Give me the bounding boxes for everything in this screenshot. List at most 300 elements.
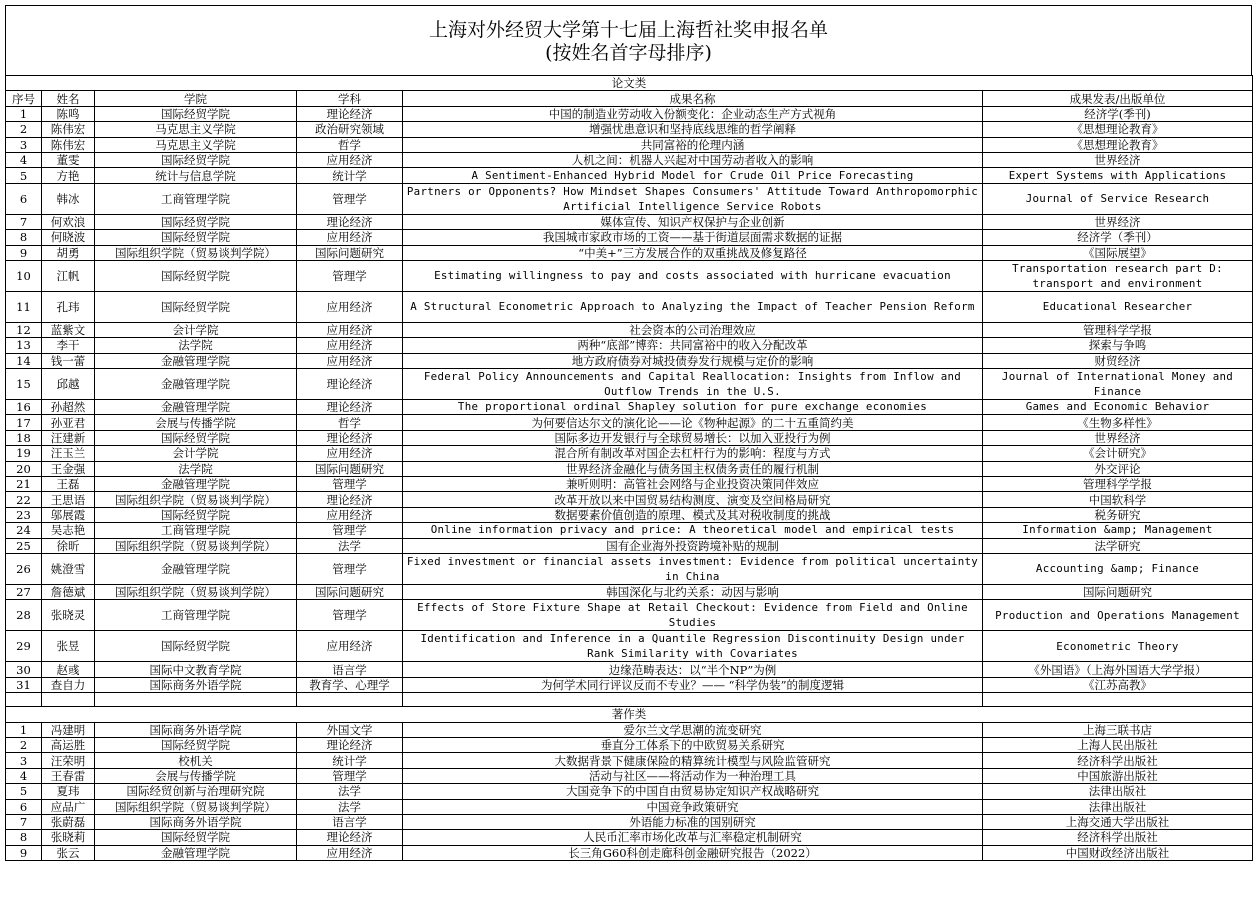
cell-name: 姚澄雪 — [42, 553, 95, 584]
cell-publisher: Econometric Theory — [983, 631, 1253, 662]
cell-discipline: 管理学 — [297, 600, 403, 631]
cell-school: 工商管理学院 — [95, 600, 297, 631]
cell-discipline: 统计学 — [297, 753, 403, 768]
papers-row — [6, 677, 1253, 692]
cell-name: 胡勇 — [42, 245, 95, 260]
papers-row — [6, 260, 1253, 291]
papers-row — [6, 122, 1253, 137]
cell-seq: 10 — [6, 260, 42, 291]
cell-name: 方艳 — [42, 168, 95, 183]
cell-publisher: Educational Researcher — [983, 291, 1253, 322]
papers-row — [6, 600, 1253, 631]
papers-row — [6, 415, 1253, 430]
cell-discipline: 应用经济 — [297, 152, 403, 167]
cell-school: 法学院 — [95, 461, 297, 476]
spreadsheet — [5, 5, 1252, 861]
papers-row — [6, 168, 1253, 183]
cell-achievement: 增强忧患意识和坚持底线思维的哲学阐释 — [403, 122, 983, 137]
cell-achievement: 垂直分工体系下的中欧贸易关系研究 — [403, 737, 983, 752]
cell-discipline: 语言学 — [297, 814, 403, 829]
cell-publisher: Transportation research part D: transport and environment — [983, 260, 1253, 291]
cell-seq: 2 — [6, 737, 42, 752]
cell-discipline: 应用经济 — [297, 338, 403, 353]
nomination-table — [5, 75, 1253, 861]
books-row — [6, 830, 1253, 845]
cell-seq: 6 — [6, 799, 42, 814]
cell-name: 汪建新 — [42, 430, 95, 445]
cell-publisher: Production and Operations Management — [983, 600, 1253, 631]
cell-seq: 9 — [6, 245, 42, 260]
books-row — [6, 799, 1253, 814]
page-title: 上海对外经贸大学第十七届上海哲社奖申报名单 — [428, 19, 828, 41]
cell-achievement: 为何学术同行评议反而不专业？—— “科学伪装”的制度逻辑 — [403, 677, 983, 692]
header-seq: 序号 — [6, 91, 42, 106]
cell-publisher: 税务研究 — [983, 507, 1253, 522]
header-name: 姓名 — [42, 91, 95, 106]
cell-name: 何欢浪 — [42, 214, 95, 229]
cell-discipline: 管理学 — [297, 260, 403, 291]
books-row — [6, 845, 1253, 860]
cell-school: 法学院 — [95, 338, 297, 353]
cell-discipline: 管理学 — [297, 477, 403, 492]
cell-publisher: 上海交通大学出版社 — [983, 814, 1253, 829]
cell-seq: 13 — [6, 338, 42, 353]
cell-discipline: 统计学 — [297, 168, 403, 183]
cell-school: 国际经贸学院 — [95, 430, 297, 445]
cell-name: 韩冰 — [42, 183, 95, 214]
cell-publisher: 《外国语》（上海外国语大学学报） — [983, 662, 1253, 677]
cell-achievement: 中国竞争政策研究 — [403, 799, 983, 814]
cell-seq: 4 — [6, 152, 42, 167]
papers-row — [6, 477, 1253, 492]
papers-row — [6, 106, 1253, 121]
cell-school: 国际商务外语学院 — [95, 722, 297, 737]
cell-seq: 30 — [6, 662, 42, 677]
cell-achievement: 社会资本的公司治理效应 — [403, 322, 983, 337]
cell-achievement: 世界经济金融化与债务国主权债务责任的履行机制 — [403, 461, 983, 476]
cell-achievement: 为何要信达尔文的演化论——论《物种起源》的二十五重简约美 — [403, 415, 983, 430]
cell-school: 金融管理学院 — [95, 369, 297, 400]
cell-publisher: 《江苏高教》 — [983, 677, 1253, 692]
cell-discipline: 应用经济 — [297, 446, 403, 461]
papers-row — [6, 369, 1253, 400]
cell-school: 国际经贸学院 — [95, 737, 297, 752]
books-row — [6, 737, 1253, 752]
papers-row — [6, 631, 1253, 662]
cell-achievement: Online information privacy and price: A theoretical model and empirical tests — [403, 523, 983, 538]
cell-name: 王金强 — [42, 461, 95, 476]
cell-school: 国际经贸学院 — [95, 631, 297, 662]
books-row — [6, 722, 1253, 737]
cell-publisher: 经济科学出版社 — [983, 830, 1253, 845]
cell-seq: 18 — [6, 430, 42, 445]
cell-school: 金融管理学院 — [95, 553, 297, 584]
cell-achievement: Effects of Store Fixture Shape at Retail Checkout: Evidence from Field and Online Studies — [403, 600, 983, 631]
cell-name: 应品广 — [42, 799, 95, 814]
cell-seq: 15 — [6, 369, 42, 400]
cell-seq: 21 — [6, 477, 42, 492]
cell-achievement: Fixed investment or financial assets investment: Evidence from political uncertainty in China — [403, 553, 983, 584]
cell-name: 蓝紫文 — [42, 322, 95, 337]
cell-achievement: 我国城市家政市场的工资——基于街道层面需求数据的证据 — [403, 230, 983, 245]
cell-achievement: 共同富裕的伦理内涵 — [403, 137, 983, 152]
cell-publisher: 《国际展望》 — [983, 245, 1253, 260]
cell-seq: 27 — [6, 584, 42, 599]
papers-row — [6, 152, 1253, 167]
cell-seq: 29 — [6, 631, 42, 662]
header-discipline: 学科 — [297, 91, 403, 106]
cell-name: 孔玮 — [42, 291, 95, 322]
cell-discipline: 政治研究领域 — [297, 122, 403, 137]
cell-school: 会展与传播学院 — [95, 415, 297, 430]
cell-seq: 20 — [6, 461, 42, 476]
cell-achievement: 爱尔兰文学思潮的流变研究 — [403, 722, 983, 737]
papers-row — [6, 538, 1253, 553]
cell-name: 张昱 — [42, 631, 95, 662]
cell-seq: 4 — [6, 768, 42, 783]
cell-achievement: 国际多边开发银行与全球贸易增长：以加入亚投行为例 — [403, 430, 983, 445]
cell-achievement: 中国的制造业劳动收入份额变化：企业动态生产方式视角 — [403, 106, 983, 121]
cell-seq: 14 — [6, 353, 42, 368]
cell-name: 钱一蕾 — [42, 353, 95, 368]
cell-publisher: 法律出版社 — [983, 784, 1253, 799]
cell-school: 国际商务外语学院 — [95, 677, 297, 692]
cell-name: 高运胜 — [42, 737, 95, 752]
papers-row — [6, 214, 1253, 229]
cell-seq: 8 — [6, 230, 42, 245]
cell-seq: 12 — [6, 322, 42, 337]
papers-row — [6, 492, 1253, 507]
cell-publisher: 经济科学出版社 — [983, 753, 1253, 768]
cell-achievement: 地方政府债券对城投债券发行规模与定价的影响 — [403, 353, 983, 368]
papers-row — [6, 137, 1253, 152]
cell-discipline: 管理学 — [297, 768, 403, 783]
cell-seq: 19 — [6, 446, 42, 461]
cell-achievement: 数据要素价值创造的原理、模式及其对税收制度的挑战 — [403, 507, 983, 522]
cell-name: 陈伟宏 — [42, 137, 95, 152]
cell-school: 国际经贸学院 — [95, 230, 297, 245]
cell-achievement: 活动与社区——将活动作为一种治理工具 — [403, 768, 983, 783]
cell-school: 国际组织学院（贸易谈判学院） — [95, 799, 297, 814]
cell-school: 国际经贸学院 — [95, 291, 297, 322]
cell-name: 邬展霞 — [42, 507, 95, 522]
cell-publisher: 管理科学学报 — [983, 322, 1253, 337]
cell-school: 马克思主义学院 — [95, 137, 297, 152]
cell-publisher: 《思想理论教育》 — [983, 137, 1253, 152]
cell-discipline: 应用经济 — [297, 507, 403, 522]
column-header-row — [6, 91, 1253, 106]
cell-seq: 26 — [6, 553, 42, 584]
cell-discipline: 应用经济 — [297, 230, 403, 245]
cell-discipline: 理论经济 — [297, 830, 403, 845]
cell-name: 李干 — [42, 338, 95, 353]
cell-achievement: 边缘范畴表达：以“半个NP”为例 — [403, 662, 983, 677]
cell-name: 汪荣明 — [42, 753, 95, 768]
papers-row — [6, 322, 1253, 337]
cell-publisher: 中国软科学 — [983, 492, 1253, 507]
cell-seq: 1 — [6, 722, 42, 737]
cell-achievement: Federal Policy Announcements and Capital Reallocation: Insights from Inflow and Outflow Trends in the U.S. — [403, 369, 983, 400]
cell-school: 国际中文教育学院 — [95, 662, 297, 677]
cell-achievement: “中美+”三方发展合作的双重挑战及修复路径 — [403, 245, 983, 260]
cell-seq: 5 — [6, 168, 42, 183]
cell-school: 国际经贸创新与治理研究院 — [95, 784, 297, 799]
cell-school: 国际组织学院（贸易谈判学院） — [95, 492, 297, 507]
cell-name: 詹德斌 — [42, 584, 95, 599]
cell-name: 张云 — [42, 845, 95, 860]
cell-seq: 8 — [6, 830, 42, 845]
cell-publisher: 法律出版社 — [983, 799, 1253, 814]
cell-discipline: 管理学 — [297, 523, 403, 538]
books-row — [6, 768, 1253, 783]
cell-discipline: 应用经济 — [297, 322, 403, 337]
cell-school: 国际组织学院（贸易谈判学院） — [95, 538, 297, 553]
cell-name: 赵彧 — [42, 662, 95, 677]
cell-achievement: A Structural Econometric Approach to Analyzing the Impact of Teacher Pension Reform — [403, 291, 983, 322]
cell-seq: 5 — [6, 784, 42, 799]
cell-publisher: 法学研究 — [983, 538, 1253, 553]
papers-row — [6, 338, 1253, 353]
cell-publisher: 上海人民出版社 — [983, 737, 1253, 752]
cell-name: 董雯 — [42, 152, 95, 167]
cell-publisher: 外交评论 — [983, 461, 1253, 476]
cell-name: 冯建明 — [42, 722, 95, 737]
cell-name: 张晓莉 — [42, 830, 95, 845]
cell-discipline: 应用经济 — [297, 291, 403, 322]
cell-school: 工商管理学院 — [95, 523, 297, 538]
books-row — [6, 753, 1253, 768]
empty-cell — [403, 693, 983, 707]
papers-row — [6, 523, 1253, 538]
cell-discipline: 理论经济 — [297, 214, 403, 229]
cell-school: 国际经贸学院 — [95, 152, 297, 167]
cell-discipline: 国际问题研究 — [297, 584, 403, 599]
books-row — [6, 814, 1253, 829]
cell-school: 金融管理学院 — [95, 477, 297, 492]
cell-achievement: 改革开放以来中国贸易结构测度、演变及空间格局研究 — [403, 492, 983, 507]
cell-school: 工商管理学院 — [95, 183, 297, 214]
cell-achievement: 人机之间：机器人兴起对中国劳动者收入的影响 — [403, 152, 983, 167]
cell-school: 国际组织学院（贸易谈判学院） — [95, 584, 297, 599]
cell-publisher: 经济学（季刊） — [983, 230, 1253, 245]
cell-school: 金融管理学院 — [95, 845, 297, 860]
cell-discipline: 理论经济 — [297, 400, 403, 415]
cell-achievement: 外语能力标准的国别研究 — [403, 814, 983, 829]
cell-school: 国际经贸学院 — [95, 260, 297, 291]
cell-achievement: 两种“底部”博弈：共同富裕中的收入分配改革 — [403, 338, 983, 353]
cell-school: 会展与传播学院 — [95, 768, 297, 783]
cell-achievement: 长三角G60科创走廊科创金融研究报告（2022） — [403, 845, 983, 860]
papers-row — [6, 507, 1253, 522]
cell-school: 校机关 — [95, 753, 297, 768]
empty-cell — [6, 693, 42, 707]
papers-row — [6, 353, 1253, 368]
cell-publisher: 国际问题研究 — [983, 584, 1253, 599]
cell-seq: 7 — [6, 214, 42, 229]
cell-discipline: 法学 — [297, 799, 403, 814]
cell-discipline: 管理学 — [297, 183, 403, 214]
cell-name: 陈伟宏 — [42, 122, 95, 137]
cell-seq: 6 — [6, 183, 42, 214]
papers-row — [6, 245, 1253, 260]
cell-seq: 3 — [6, 753, 42, 768]
cell-achievement: 大国竞争下的中国自由贸易协定知识产权战略研究 — [403, 784, 983, 799]
cell-publisher: 世界经济 — [983, 430, 1253, 445]
cell-discipline: 理论经济 — [297, 106, 403, 121]
cell-achievement: A Sentiment-Enhanced Hybrid Model for Crude Oil Price Forecasting — [403, 168, 983, 183]
cell-seq: 3 — [6, 137, 42, 152]
cell-school: 国际经贸学院 — [95, 106, 297, 121]
cell-name: 邱越 — [42, 369, 95, 400]
header-achievement: 成果名称 — [403, 91, 983, 106]
papers-row — [6, 183, 1253, 214]
cell-school: 国际商务外语学院 — [95, 814, 297, 829]
cell-achievement: Partners or Opponents? How Mindset Shapes Consumers' Attitude Toward Anthropomorphic Artificial Intelligence Service Robots — [403, 183, 983, 214]
empty-cell — [297, 693, 403, 707]
cell-discipline: 国际问题研究 — [297, 245, 403, 260]
cell-achievement: Estimating willingness to pay and costs associated with hurricane evacuation — [403, 260, 983, 291]
papers-row — [6, 461, 1253, 476]
cell-publisher: 世界经济 — [983, 214, 1253, 229]
cell-discipline: 理论经济 — [297, 492, 403, 507]
cell-school: 国际经贸学院 — [95, 507, 297, 522]
cell-publisher: 经济学(季刊) — [983, 106, 1253, 121]
cell-school: 国际经贸学院 — [95, 214, 297, 229]
cell-seq: 1 — [6, 106, 42, 121]
cell-seq: 25 — [6, 538, 42, 553]
cell-discipline: 应用经济 — [297, 631, 403, 662]
papers-row — [6, 430, 1253, 445]
papers-row — [6, 584, 1253, 599]
cell-name: 何晓波 — [42, 230, 95, 245]
cell-discipline: 哲学 — [297, 415, 403, 430]
cell-discipline: 外国文学 — [297, 722, 403, 737]
cell-name: 张晓灵 — [42, 600, 95, 631]
cell-discipline: 应用经济 — [297, 845, 403, 860]
cell-name: 王磊 — [42, 477, 95, 492]
cell-discipline: 理论经济 — [297, 737, 403, 752]
cell-achievement: 媒体宣传、知识产权保护与企业创新 — [403, 214, 983, 229]
papers-row — [6, 291, 1253, 322]
cell-publisher: 中国旅游出版社 — [983, 768, 1253, 783]
cell-publisher: 《思想理论教育》 — [983, 122, 1253, 137]
cell-seq: 9 — [6, 845, 42, 860]
cell-publisher: Journal of International Money and Finance — [983, 369, 1253, 400]
cell-discipline: 语言学 — [297, 662, 403, 677]
cell-seq: 11 — [6, 291, 42, 322]
cell-name: 吴志艳 — [42, 523, 95, 538]
cell-discipline: 哲学 — [297, 137, 403, 152]
cell-seq: 23 — [6, 507, 42, 522]
cell-name: 孙亚君 — [42, 415, 95, 430]
papers-row — [6, 662, 1253, 677]
cell-name: 王思语 — [42, 492, 95, 507]
cell-publisher: 上海三联书店 — [983, 722, 1253, 737]
cell-school: 金融管理学院 — [95, 400, 297, 415]
cell-school: 国际组织学院（贸易谈判学院） — [95, 245, 297, 260]
header-school: 学院 — [95, 91, 297, 106]
cell-publisher: Journal of Service Research — [983, 183, 1253, 214]
cell-discipline: 法学 — [297, 784, 403, 799]
cell-seq: 31 — [6, 677, 42, 692]
cell-achievement: 兼听则明：高管社会网络与企业投资决策同伴效应 — [403, 477, 983, 492]
cell-seq: 2 — [6, 122, 42, 137]
cell-discipline: 理论经济 — [297, 430, 403, 445]
section-header-papers: 论文类 — [6, 76, 1253, 91]
cell-achievement: 国有企业海外投资跨境补贴的规制 — [403, 538, 983, 553]
papers-row — [6, 553, 1253, 584]
cell-discipline: 教育学、心理学 — [297, 677, 403, 692]
cell-achievement: The proportional ordinal Shapley solution for pure exchange economies — [403, 400, 983, 415]
cell-publisher: 管理科学学报 — [983, 477, 1253, 492]
cell-publisher: Expert Systems with Applications — [983, 168, 1253, 183]
cell-name: 汪玉兰 — [42, 446, 95, 461]
cell-name: 陈鸣 — [42, 106, 95, 121]
cell-seq: 24 — [6, 523, 42, 538]
cell-publisher: Information &amp; Management — [983, 523, 1253, 538]
cell-discipline: 应用经济 — [297, 353, 403, 368]
cell-publisher: 财贸经济 — [983, 353, 1253, 368]
section-header-books: 著作类 — [6, 707, 1253, 722]
papers-row — [6, 230, 1253, 245]
cell-school: 马克思主义学院 — [95, 122, 297, 137]
cell-school: 国际经贸学院 — [95, 830, 297, 845]
page-subtitle: (按姓名首字母排序) — [545, 42, 712, 64]
title-block — [5, 5, 1252, 75]
cell-seq: 28 — [6, 600, 42, 631]
cell-name: 夏玮 — [42, 784, 95, 799]
cell-name: 孙超然 — [42, 400, 95, 415]
cell-publisher: 世界经济 — [983, 152, 1253, 167]
cell-publisher: 中国财政经济出版社 — [983, 845, 1253, 860]
cell-achievement: 大数据背景下健康保险的精算统计模型与风险监管研究 — [403, 753, 983, 768]
cell-school: 金融管理学院 — [95, 353, 297, 368]
cell-publisher: Accounting &amp; Finance — [983, 553, 1253, 584]
cell-publisher: 《会计研究》 — [983, 446, 1253, 461]
cell-name: 王春雷 — [42, 768, 95, 783]
empty-cell — [983, 693, 1253, 707]
papers-row — [6, 446, 1253, 461]
cell-discipline: 理论经济 — [297, 369, 403, 400]
cell-school: 会计学院 — [95, 322, 297, 337]
cell-achievement: Identification and Inference in a Quantile Regression Discontinuity Design under Rank Similarity with Covariates — [403, 631, 983, 662]
cell-discipline: 国际问题研究 — [297, 461, 403, 476]
cell-seq: 22 — [6, 492, 42, 507]
cell-school: 会计学院 — [95, 446, 297, 461]
cell-discipline: 法学 — [297, 538, 403, 553]
cell-achievement: 混合所有制改革对国企去杠杆行为的影响：程度与方式 — [403, 446, 983, 461]
cell-name: 查自力 — [42, 677, 95, 692]
empty-cell — [95, 693, 297, 707]
cell-achievement: 韩国深化与北约关系：动因与影响 — [403, 584, 983, 599]
cell-name: 徐昕 — [42, 538, 95, 553]
books-row — [6, 784, 1253, 799]
cell-publisher: Games and Economic Behavior — [983, 400, 1253, 415]
empty-cell — [42, 693, 95, 707]
cell-name: 张蔚磊 — [42, 814, 95, 829]
cell-seq: 7 — [6, 814, 42, 829]
cell-publisher: 探索与争鸣 — [983, 338, 1253, 353]
cell-seq: 17 — [6, 415, 42, 430]
cell-achievement: 人民币汇率市场化改革与汇率稳定机制研究 — [403, 830, 983, 845]
cell-discipline: 管理学 — [297, 553, 403, 584]
cell-school: 统计与信息学院 — [95, 168, 297, 183]
papers-row — [6, 400, 1253, 415]
cell-publisher: 《生物多样性》 — [983, 415, 1253, 430]
header-publisher: 成果发表/出版单位 — [983, 91, 1253, 106]
cell-seq: 16 — [6, 400, 42, 415]
spacer-row — [6, 693, 1253, 707]
